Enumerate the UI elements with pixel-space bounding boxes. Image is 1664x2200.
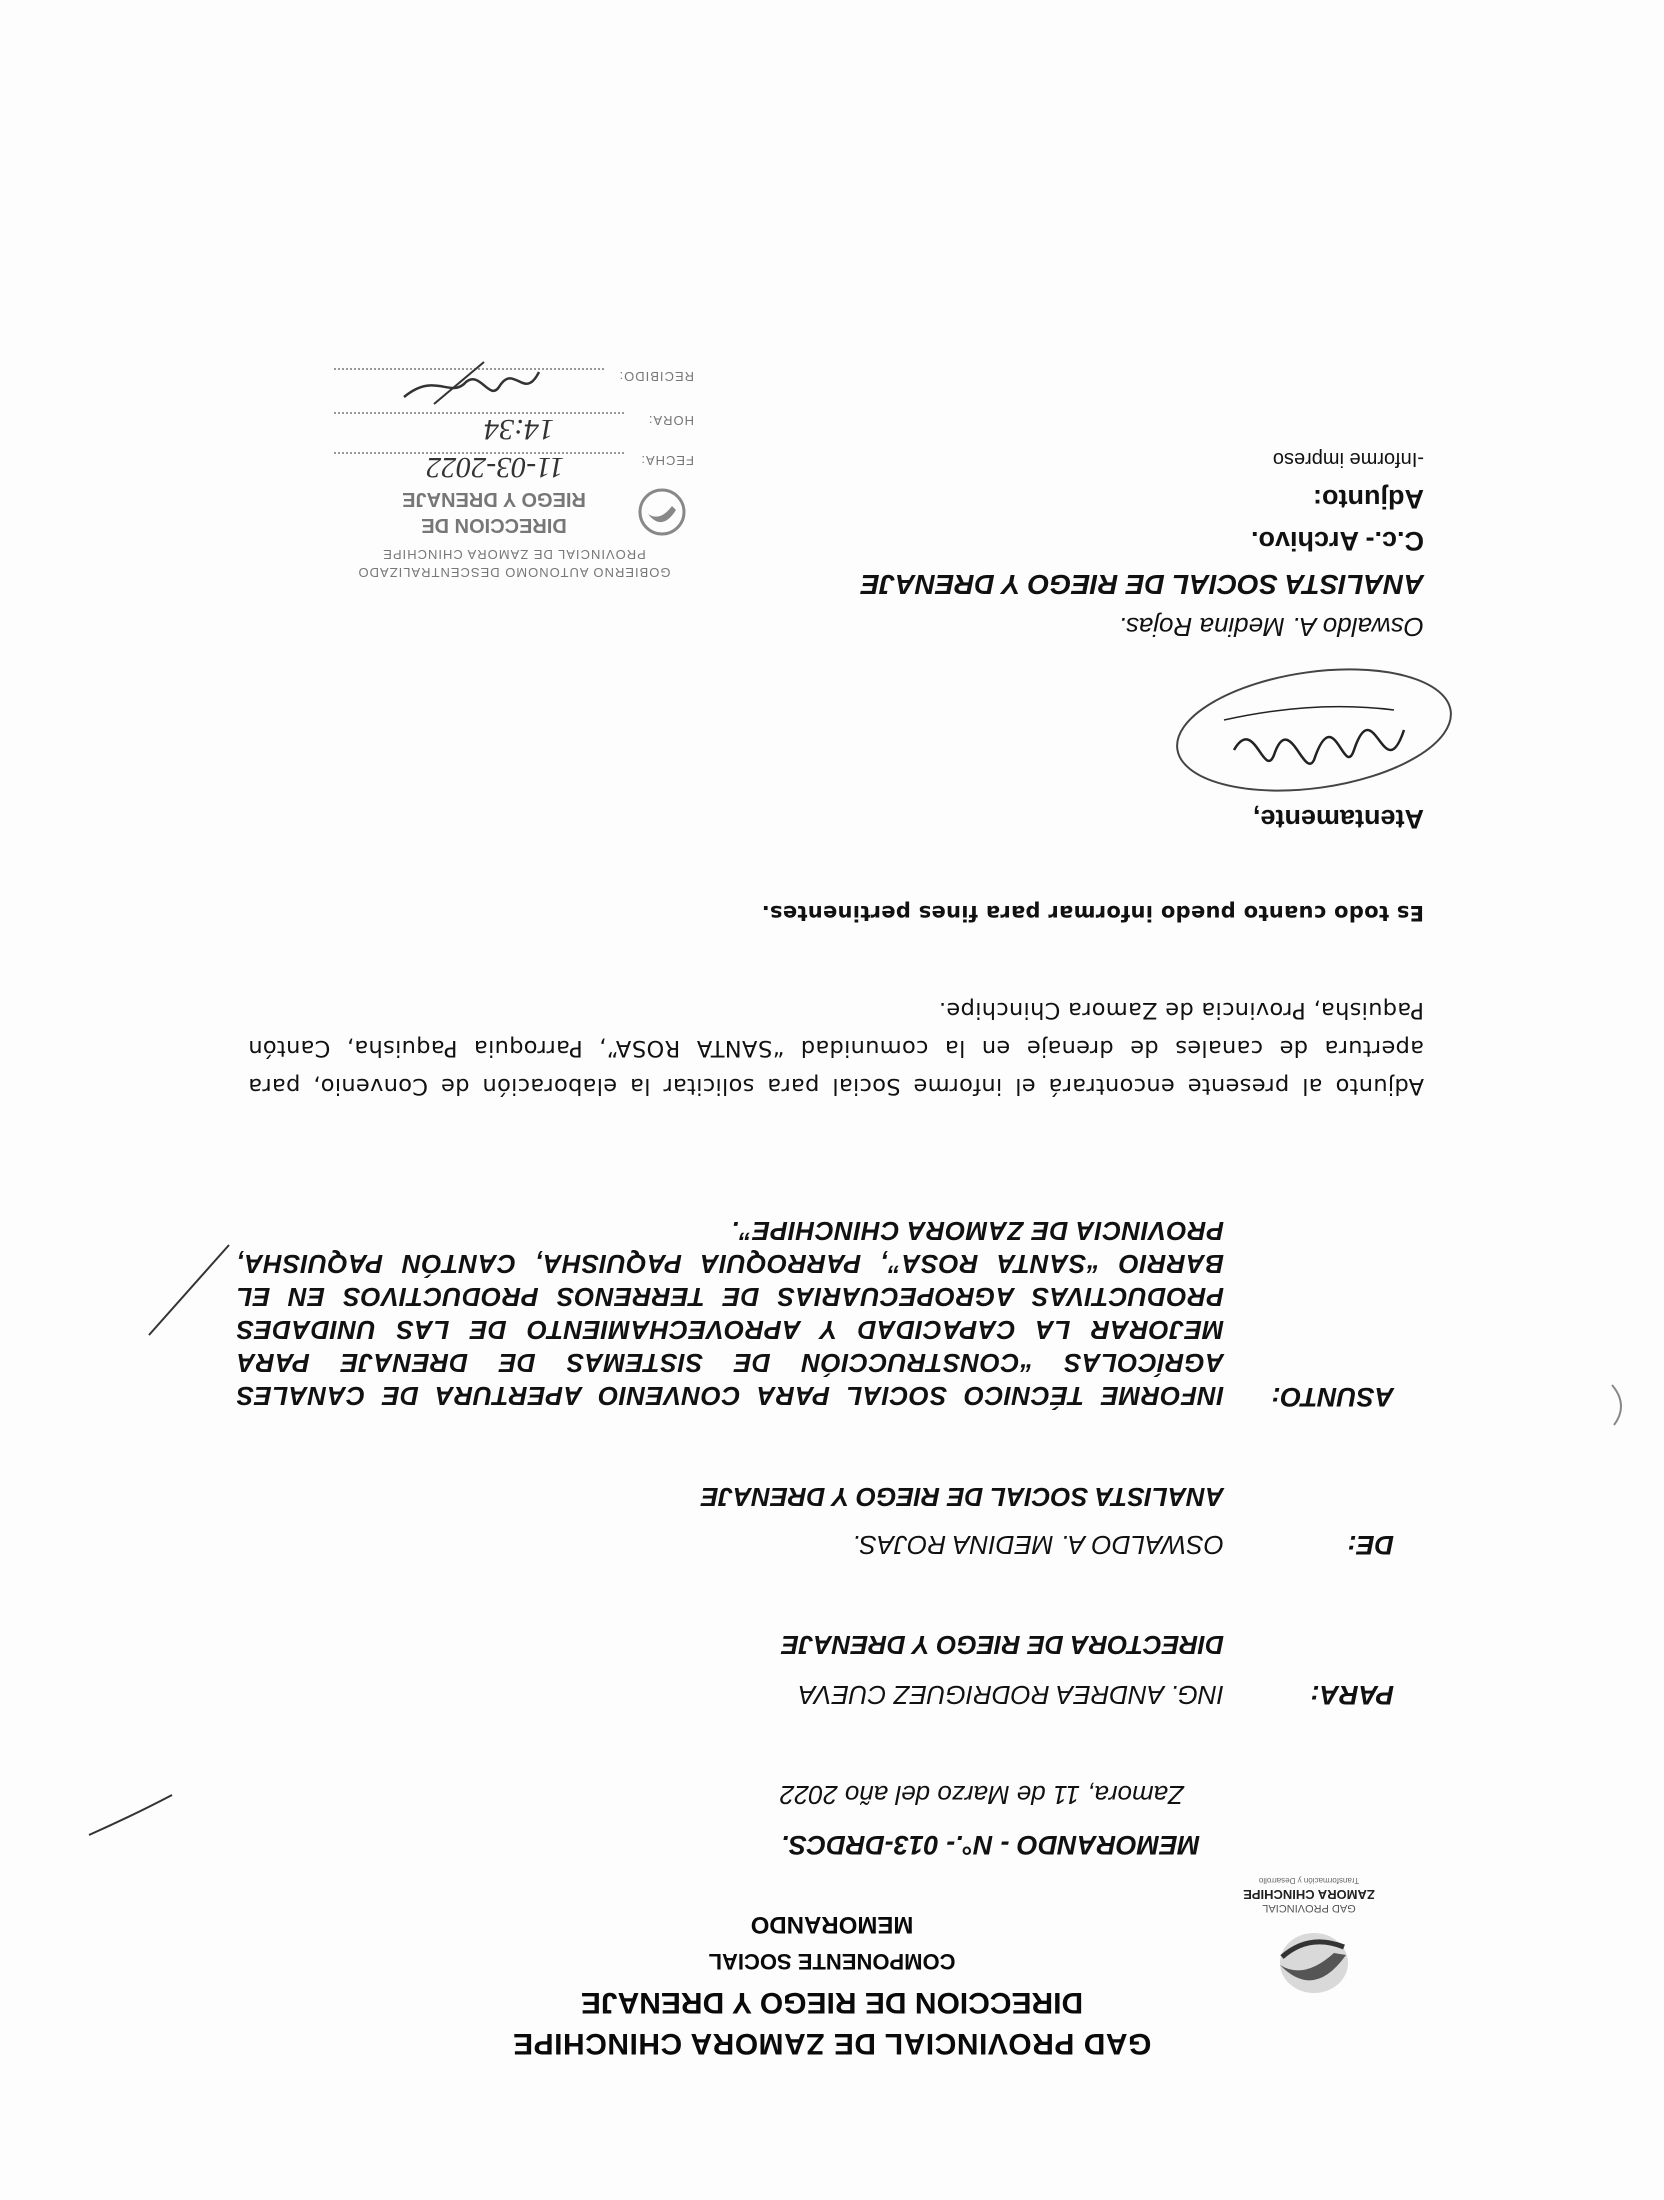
de-label: DE: <box>1347 1530 1394 1560</box>
header-line-2: DIRECCION DE RIEGO Y DRENAJE <box>580 1986 1084 2019</box>
stamp-line-2: PROVINCIAL DE ZAMORA CHINCHIPE <box>382 547 646 562</box>
signature-drawing <box>1164 660 1464 810</box>
de-title: ANALISTA SOCIAL DE RIEGO Y DRENAJE <box>701 1482 1224 1512</box>
body-paragraph-2: Es todo cuanto puedo informar para fines pertinentes. <box>761 901 1424 925</box>
asunto-text: INFORME TÉCNICO SOCIAL PARA CONVENIO APERTURA DE CANALES AGRÍCOLAS “CONSTRUCCIÓN DE SISTEMAS DE DRENAJE PARA MEJORAR LA CAPACIDAD Y APROVECHAMIENTO DE LAS UNIDADES PRODUCTIVAS AGROPECUARIAS DE TERRENOS PRODUCTIVOS EN EL BARRIO “SANTA ROSA”, PARROQUIA PAQUISHA, CANTÓN PAQUISHA, PROVINCIA DE ZAMORA CHINCHIPE”. <box>236 1216 1224 1411</box>
stamp-emblem-icon <box>634 484 690 540</box>
attachments-label: Adjunto: <box>1313 484 1424 514</box>
stamp-hora-value: 14:34 <box>484 413 554 446</box>
logo-tagline: Transformación y Desarrollo <box>1258 1876 1360 1885</box>
attachment-item: -Informe impreso <box>1272 448 1424 470</box>
header-line-4: MEMORANDO <box>750 1911 914 1938</box>
asunto-label: ASUNTO: <box>1271 1382 1394 1412</box>
stamp-line-1: GOBIERNO AUTONOMO DESCENTRALIZADO <box>357 565 671 580</box>
memo-date: Zamora, 11 de Marzo del año 2022 <box>779 1780 1184 1810</box>
memo-number: MEMORANDO - N°.- 013-DRDCS. <box>781 1830 1200 1860</box>
pen-stroke-asunto <box>144 1240 234 1340</box>
para-title: DIRECTORA DE RIEGO Y DRENAJE <box>781 1630 1224 1660</box>
stamp-hora-line <box>334 412 624 414</box>
signer-name: Oswaldo A. Medina Rojas. <box>1118 612 1424 642</box>
stamp-hora-label: HORA: <box>647 413 694 428</box>
closing-text: Atentamente, <box>1252 804 1424 834</box>
de-name: OSWALDO A. MEDINA ROJAS. <box>852 1530 1224 1560</box>
header-line-3: COMPONENTE SOCIAL <box>708 1949 956 1974</box>
signer-title: ANALISTA SOCIAL DE RIEGO Y DRENAJE <box>860 569 1424 600</box>
stamp-recibido-signature <box>394 352 544 412</box>
stamp-recibido-label: RECIBIDO: <box>618 369 694 384</box>
reception-stamp <box>324 280 704 580</box>
stamp-fecha-label: FECHA: <box>640 453 694 468</box>
cc-line: C.c.- Archivo. <box>1250 526 1424 556</box>
body-paragraph-1: Adjunto al presente encontrará el informe Social para solicitar la elaboración de Convenio, para apertura de canales de drenaje en la comunidad “SANTA ROSA”, Parroquia Paquisha, Cantón Paquisha, Provincia de Zamora Chinchipe. <box>248 997 1424 1099</box>
logo-text: ZAMORA CHINCHIPE <box>1243 1887 1375 1902</box>
logo-text-block <box>1224 1873 1394 1915</box>
stamp-fecha-value: 11-03-2022 <box>426 451 564 484</box>
pen-stroke-date <box>84 1790 174 1840</box>
logo-subtitle: GAD PROVINCIAL <box>1262 1902 1356 1914</box>
stamp-line-3: DIRECCION DE <box>421 514 567 536</box>
stamp-line-4: RIEGO Y DRENAJE <box>402 488 586 510</box>
para-name: ING. ANDREA RODRIGUEZ CUEVA <box>798 1680 1224 1710</box>
header-line-1: GAD PROVINCIAL DE ZAMORA CHINCHIPE <box>512 2027 1152 2060</box>
para-label: PARA: <box>1310 1680 1394 1710</box>
punch-hole-mark <box>1604 1380 1634 1430</box>
